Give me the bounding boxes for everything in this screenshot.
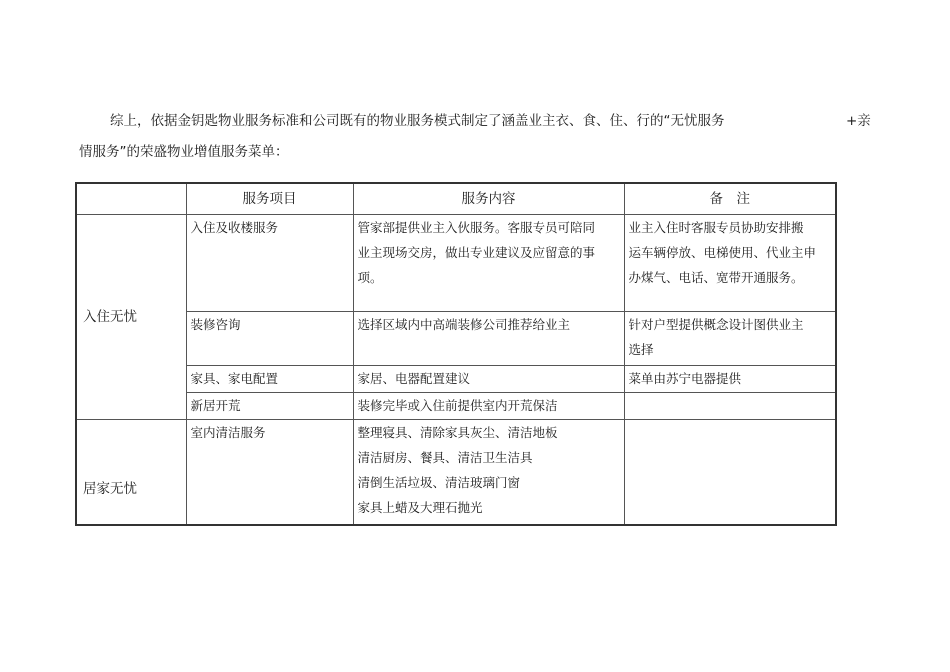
table-row — [76, 366, 836, 393]
content-line: 业主现场交房，做出专业建议及应留意的事 — [357, 245, 596, 260]
intro-line-1 — [110, 112, 725, 130]
intro-line-1-suffix-text: +亲 — [846, 113, 871, 129]
header-cell-note: 备 注 — [624, 183, 836, 215]
intro-line-1-suffix — [846, 112, 871, 130]
content-cell — [353, 312, 624, 366]
intro-line-1-text: 综上，依据金钥匙物业服务标准和公司既有的物业服务模式制定了涵盖业主衣、食、住、行的“无忧服务 — [110, 113, 725, 129]
service-menu-table — [75, 182, 837, 526]
note-line: 针对户型提供概念设计图供业主 — [628, 317, 804, 332]
note-line: 选择 — [628, 342, 654, 357]
content-cell — [353, 215, 624, 312]
note-line: 菜单由苏宁电器提供 — [628, 371, 742, 386]
table-row — [76, 215, 836, 312]
header-cell-blank — [76, 183, 186, 215]
content-line: 家具上蜡及大理石抛光 — [357, 500, 483, 515]
content-line: 清洁厨房、餐具、清洁卫生洁具 — [357, 450, 533, 465]
table-row — [76, 393, 836, 420]
content-line: 装修完毕或入住前提供室内开荒保洁 — [357, 398, 558, 413]
note-line: 办煤气、电话、宽带开通服务。 — [628, 270, 804, 285]
category-cell: 入住无忧 — [76, 215, 186, 420]
content-line: 项。 — [357, 270, 383, 285]
header-cell-item: 服务项目 — [186, 183, 353, 215]
content-line: 整理寝具、清除家具灰尘、清洁地板 — [357, 425, 558, 440]
item-cell: 入住及收楼服务 — [186, 215, 353, 312]
table-row — [76, 312, 836, 366]
content-line: 选择区域内中高端装修公司推荐给业主 — [357, 317, 571, 332]
item-cell: 装修咨询 — [186, 312, 353, 366]
header-cell-content: 服务内容 — [353, 183, 624, 215]
category-cell: 居家无忧 — [76, 420, 186, 525]
item-cell: 家具、家电配置 — [186, 366, 353, 393]
note-line: 运车辆停放、电梯使用、代业主申 — [628, 245, 817, 260]
item-cell: 新居开荒 — [186, 393, 353, 420]
content-cell — [353, 420, 624, 525]
note-cell — [624, 420, 836, 525]
content-line: 家居、电器配置建议 — [357, 371, 471, 386]
note-cell — [624, 366, 836, 393]
table-row — [76, 420, 836, 525]
content-line: 管家部提供业主入伙服务。客服专员可陪同 — [357, 220, 596, 235]
content-cell — [353, 393, 624, 420]
intro-line-2 — [79, 143, 289, 161]
note-cell — [624, 215, 836, 312]
table-header-row — [76, 183, 836, 215]
note-cell — [624, 393, 836, 420]
content-cell — [353, 366, 624, 393]
note-cell — [624, 312, 836, 366]
item-cell: 室内清洁服务 — [186, 420, 353, 525]
content-line: 清倒生活垃圾、清洁玻璃门窗 — [357, 475, 521, 490]
intro-line-2-text: 情服务”的荣盛物业增值服务菜单： — [79, 144, 289, 160]
note-line: 业主入住时客服专员协助安排搬 — [628, 220, 804, 235]
